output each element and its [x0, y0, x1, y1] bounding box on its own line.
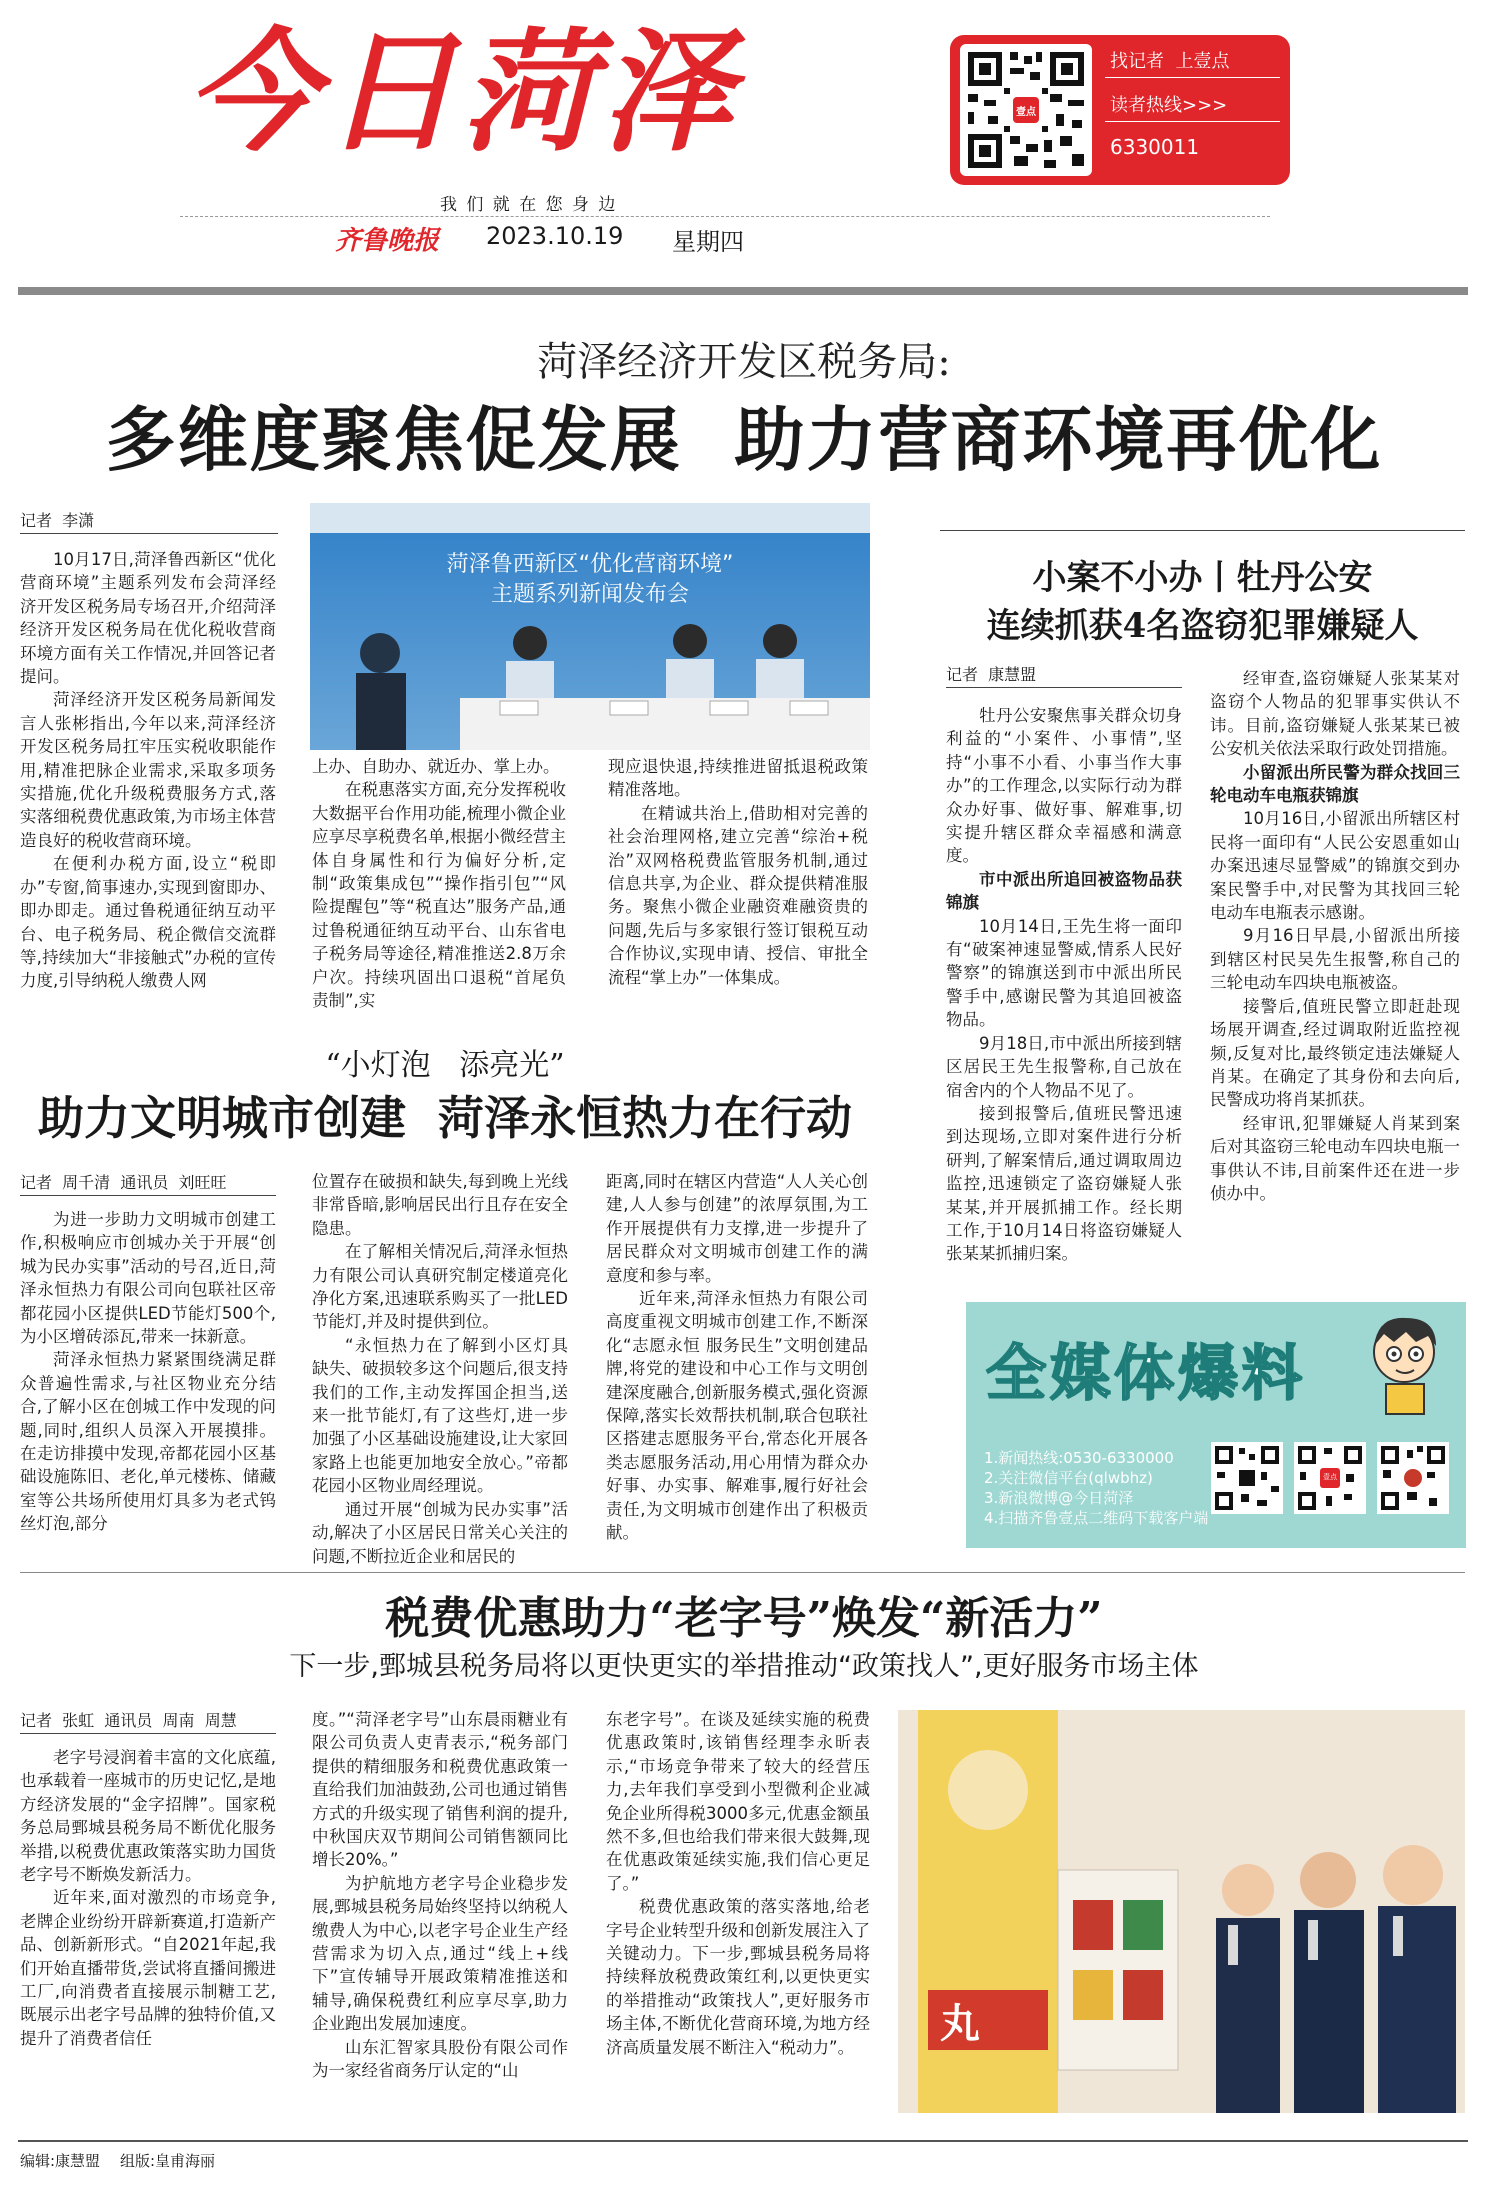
ad-item-weibo: 3.新浪微博@今日菏泽 [984, 1489, 1134, 1507]
masthead-slogan: 我 们 就 在 您 身 边 [440, 195, 618, 215]
lead-para: 现应退快退,持续推进留抵退税政策精准落地。 [608, 757, 868, 800]
tax-photo-sign: 丸 [940, 2000, 980, 2047]
police-headline-1: 小案不小办丨牡丹公安 [1032, 558, 1373, 598]
press-conference-photo [310, 503, 870, 750]
ad-qr-logo-text: 壹点 [1323, 1473, 1337, 1481]
lead-kicker: 菏泽经济开发区税务局: [537, 339, 951, 385]
police-byline: 记者 康慧盟 [946, 662, 1182, 688]
lead-para: 上办、自助办、就近办、掌上办。 [312, 757, 560, 776]
tax-col-3 [606, 1708, 870, 2059]
find-reporter: 找记者 上壹点 [1110, 51, 1230, 72]
ad-qr-2[interactable] [1294, 1442, 1366, 1514]
civic-col-3 [606, 1170, 868, 1545]
police-para: 牡丹公安聚焦事关群众切身利益的“小案件、小事情”,坚持“小事不小看、小事当作大事办”的工作理念,以实际行动为群众办好事、做好事、解难事,切实提升辖区群众幸福感和满意度。 [946, 706, 1182, 866]
civic-para: 位置存在破损和缺失,每到晚上光线非常昏暗,影响居民出行且存在安全隐患。 [312, 1172, 568, 1238]
lead-col-3 [608, 755, 868, 989]
tax-para: 为护航地方老字号企业稳步发展,鄄城县税务局始终坚持以纳税人缴费人为中心,以老字号企业生产经营需求为切入点,通过“线上+线下”宣传辅导开展政策精准推送和辅导,确保税费红利应享尽享,助力企业跑出发展加速度。 [312, 1873, 568, 2034]
police-para: 接到报警后,值班民警迅速到达现场,立即对案件进行分析研判,了解案情后,通过调取周边监控,迅速锁定了盗窃嫌疑人张某某,并开展抓捕工作。经长期工作,于10月14日将盗窃嫌疑人张某某抓捕归案。 [946, 1103, 1182, 1264]
paper-name: 齐鲁晚报 [335, 226, 440, 256]
tax-top-rule [20, 1572, 1465, 1573]
tax-para: 东老字号”。在谈及延续实施的税费优惠政策时,该销售经理李永昕表示,“市场竞争带来了较大的经营压力,去年我们享受到小型微利企业减免企业所得税3000多元,优惠金额虽然不多,但也给我们带来很大鼓舞,现在优惠政策延续实施,我们信心更足了。” [606, 1710, 870, 1893]
civic-col-1 [20, 1208, 276, 1536]
police-para: 9月16日早晨,小留派出所接到辖区村民吴先生报警,称自己的三轮电动车四块电瓶被盗。 [1210, 926, 1460, 993]
lead-para: 在便利办税方面,设立“税即办”专窗,简事速办,实现到窗即办、即办即走。通过鲁税通征纳互动平台、电子税务局、税企微信交流群等,持续加大“非接触式”办税的宣传力度,引导纳税人缴费人网 [20, 854, 276, 991]
civic-headline: 助力文明城市创建 菏泽永恒热力在行动 [37, 1091, 853, 1145]
civic-para: 通过开展“创城为民办实事”活动,解决了小区居民日常关心关注的问题,不断拉近企业和居民的 [312, 1499, 568, 1566]
tax-para: 度。”“菏泽老字号”山东晨雨糖业有限公司负责人吏青表示,“税务部门提供的精细服务和税费优惠政策一直给我们加油鼓劲,公司也通过销售方式的升级实现了销售利润的提升,中秋国庆双节期间公司销售额同比增长20%。” [312, 1710, 568, 1870]
police-col-2 [1210, 667, 1460, 1205]
lead-para: 菏泽经济开发区税务局新闻发言人张彬指出,今年以来,菏泽经济开发区税务局扛牢压实税收职能作用,精准把脉企业需求,采取多项务实措施,优化升级税费服务方式,落实落细税费优惠政策,为市场主体营造良好的税收营商环境。 [20, 690, 276, 850]
tax-deck: 下一步,鄄城县税务局将以更快更实的举措推动“政策找人”,更好服务市场主体 [289, 1651, 1199, 1682]
police-top-rule [940, 530, 1465, 531]
police-para: 经审讯,犯罪嫌疑人肖某到案后对其盗窃三轮电动车四块电瓶一事供认不讳,目前案件还在进一步侦办中。 [1210, 1113, 1460, 1203]
ad-item-app: 4.扫描齐鲁壹点二维码下载客户端 [984, 1509, 1209, 1527]
lead-para: 在税惠落实方面,充分发挥税收大数据平台作用功能,梳理小微企业应享尽享税费名单,根据小微经营主体自身属性和行为偏好分析,定制“政策集成包”“操作指引包”“风险提醒包”等“税直达”服务产品,通过鲁税通征纳互动平台、山东省电子税务局等途径,精准推送2.8万余户次。持续巩固出口退税“首尾负责制”,实 [312, 780, 566, 1011]
contact-divider-2 [1105, 121, 1280, 122]
police-para: 接警后,值班民警立即赶赴现场展开调查,经过调取附近监控视频,反复对比,最终锁定违法嫌疑人肖某。在确定了其身份和去向后,民警成功将肖某抓获。 [1210, 996, 1460, 1110]
police-para: 9月18日,市中派出所接到辖区居民王先生报警称,自己放在宿舍内的个人物品不见了。 [946, 1033, 1182, 1100]
civic-kicker: “小灯泡 添亮光” [325, 1048, 565, 1083]
masthead-qr-code[interactable] [960, 44, 1092, 176]
police-col-1 [946, 704, 1182, 1266]
civic-para: 在了解相关情况后,菏泽永恒热力有限公司认真研究制定楼道亮化净化方案,迅速联系购买了一批LED节能灯,并及时提供到位。 [312, 1242, 568, 1332]
ad-qr-1[interactable] [1211, 1442, 1283, 1514]
footer-editor: 编辑:康慧盟 [20, 2152, 101, 2170]
masthead [0, 0, 1488, 300]
lead-headline: 多维度聚焦促发展 助力营商环境再优化 [105, 398, 1383, 481]
tax-officers-photo [898, 1710, 1465, 2113]
lead-col-2 [312, 755, 566, 1012]
civic-para: 为进一步助力文明城市创建工作,积极响应市创城办关于开展“创城为民办实事”活动的号召,近日,菏泽永恒热力有限公司向包联社区帝都花园小区提供LED节能灯500个,为小区增砖添瓦,带来一抹新意。 [20, 1210, 276, 1347]
tax-headline: 税费优惠助力“老字号”焕发“新活力” [385, 1593, 1103, 1644]
issue-date: 2023.10.19 [486, 222, 624, 250]
cartoon-boy-icon [1356, 1306, 1456, 1416]
police-para: 10月16日,小留派出所辖区村民将一面印有“人民公安恩重如山 办案迅速尽显警威”的锦旗交到办案民警手中,对民警为其找回三轮电动车电瓶表示感谢。 [1210, 809, 1460, 923]
tax-col-1 [20, 1746, 276, 2050]
qr-code-icon [1377, 1442, 1449, 1514]
civic-para: “永恒热力在了解到小区灯具缺失、破损较多这个问题后,很支持我们的工作,主动发挥国企担当,送来一批节能灯,有了这些灯,进一步加强了小区基础设施建设,让大家回家路上也能更加地安全放心。”帝都花园小区物业周经理说。 [312, 1335, 568, 1496]
hotline-label: 读者热线>>> [1110, 95, 1228, 116]
tax-para: 近年来,面对激烈的市场竞争,老牌企业纷纷开辟新赛道,打造新产品、创新新形式。“自2021年起,我们开始直播带货,尝试将直播间搬进工厂,向消费者直接展示制糖工艺,既展示出老字号品牌的独特价值,又提升了消费者信任 [20, 1888, 276, 2048]
tax-para: 税费优惠政策的落实落地,给老字号企业转型升级和创新发展注入了关键动力。下一步,鄄城县税务局将持续释放税费政策红利,以更快更实的举措推动“政策找人”,更好服务市场主体,不断优化营商环境,为地方经济高质量发展不断注入“税动力”。 [606, 1897, 870, 2057]
masthead-dashed-rule [180, 216, 1270, 217]
lead-photo-banner-2: 主题系列新闻发布会 [490, 582, 689, 607]
police-headline-2: 连续抓获4名盗窃犯罪嫌疑人 [986, 606, 1419, 646]
lead-byline: 记者 李潇 [20, 508, 278, 534]
footer-layout: 组版:皇甫海丽 [120, 2152, 216, 2170]
ad-item-wechat: 2.关注微信平台(qlwbhz) [984, 1469, 1153, 1487]
qr-code-icon [1211, 1442, 1283, 1514]
civic-para: 近年来,菏泽永恒热力有限公司高度重视文明城市创建工作,不断深化“志愿永恒 服务民生”文明创建品牌,将党的建设和中心工作与文明创建深度融合,创新服务模式,强化资源保障,落实长效帮扶机制,联合包联社区搭建志愿服务平台,常态化开展各类志愿服务活动,用心用情为群众办好事、办实事、解难事,履行好社会责任,为文明城市创建作出了积极贡献。 [606, 1289, 868, 1543]
qr-logo-text: 壹点 [1016, 107, 1036, 118]
contact-divider-1 [1105, 77, 1280, 78]
ad-item-hotline: 1.新闻热线:0530-6330000 [984, 1449, 1174, 1467]
tax-col-2 [312, 1708, 568, 2083]
ad-qr-3[interactable] [1377, 1442, 1449, 1514]
lead-para: 在精诚共治上,借助相对完善的社会治理网格,建立完善“综治+税治”双网格税费监管服务机制,通过信息共享,为企业、群众提供精准服务。聚焦小微企业融资难融资贵的问题,先后与多家银行签订银税互动合作协议,实现申请、授信、审批全流程“掌上办”一体集成。 [608, 803, 868, 987]
ad-items [984, 1448, 1208, 1528]
masthead-bar [18, 287, 1468, 295]
lead-col-1 [20, 548, 276, 993]
lead-para: 10月17日,菏泽鲁西新区“优化营商环境”主题系列发布会菏泽经济开发区税务局专场召开,介绍菏泽经济开发区税务局在优化税收营商环境方面有关工作情况,并回答记者提问。 [20, 550, 276, 687]
tax-para: 老字号浸润着丰富的文化底蕴,也承载着一座城市的历史记忆,是地方经济发展的“金字招牌”。国家税务总局鄄城县税务局不断优化服务举措,以税费优惠政策落实助力国货老字号不断焕发新活力。 [20, 1748, 276, 1885]
contact-box [950, 35, 1290, 185]
police-subhead: 市中派出所追回被盗物品获锦旗 [946, 869, 1182, 913]
footer-rule [18, 2140, 1468, 2142]
ad-title: 全媒体爆料 [986, 1339, 1306, 1409]
masthead-title: 今日菏泽 [186, 16, 738, 170]
police-para: 经审查,盗窃嫌疑人张某某对盗窃个人物品的犯罪事实供认不讳。目前,盗窃嫌疑人张某某已被公安机关依法采取行政处罚措施。 [1210, 669, 1460, 759]
police-subhead: 小留派出所民警为群众找回三轮电动车电瓶获锦旗 [1210, 762, 1460, 806]
civic-para: 距离,同时在辖区内营造“人人关心创建,人人参与创建”的浓厚氛围,为工作开展提供有力支撑,进一步提升了居民群众对文明城市创建工作的满意度和参与率。 [606, 1172, 868, 1285]
media-tip-ad [966, 1302, 1466, 1548]
tax-para: 山东汇智家具股份有限公司作为一家经省商务厅认定的“山 [312, 2037, 568, 2081]
issue-weekday: 星期四 [672, 228, 744, 256]
hotline-number[interactable]: 6330011 [1110, 135, 1200, 159]
civic-byline: 记者 周千清 通讯员 刘旺旺 [20, 1170, 276, 1196]
lead-photo-banner-1: 菏泽鲁西新区“优化营商环境” [446, 552, 734, 577]
civic-col-2 [312, 1170, 568, 1568]
lead-photo [310, 503, 870, 750]
police-para: 10月14日,王先生将一面印有“破案神速显警威,情系人民好警察”的锦旗送到市中派出所民警手中,感谢民警为其追回被盗物品。 [946, 916, 1182, 1030]
tax-photo [898, 1710, 1465, 2113]
tax-byline: 记者 张虹 通讯员 周南 周慧 [20, 1708, 276, 1734]
civic-para: 菏泽永恒热力紧紧围绕满足群众普遍性需求,与社区物业充分结合,了解小区在创城工作中发现的问题,同时,组织人员深入开展摸排。在走访排摸中发现,帝都花园小区基础设施陈旧、老化,单元楼栋、储藏室等公共场所使用灯具多为老式钨丝灯泡,部分 [20, 1350, 276, 1534]
